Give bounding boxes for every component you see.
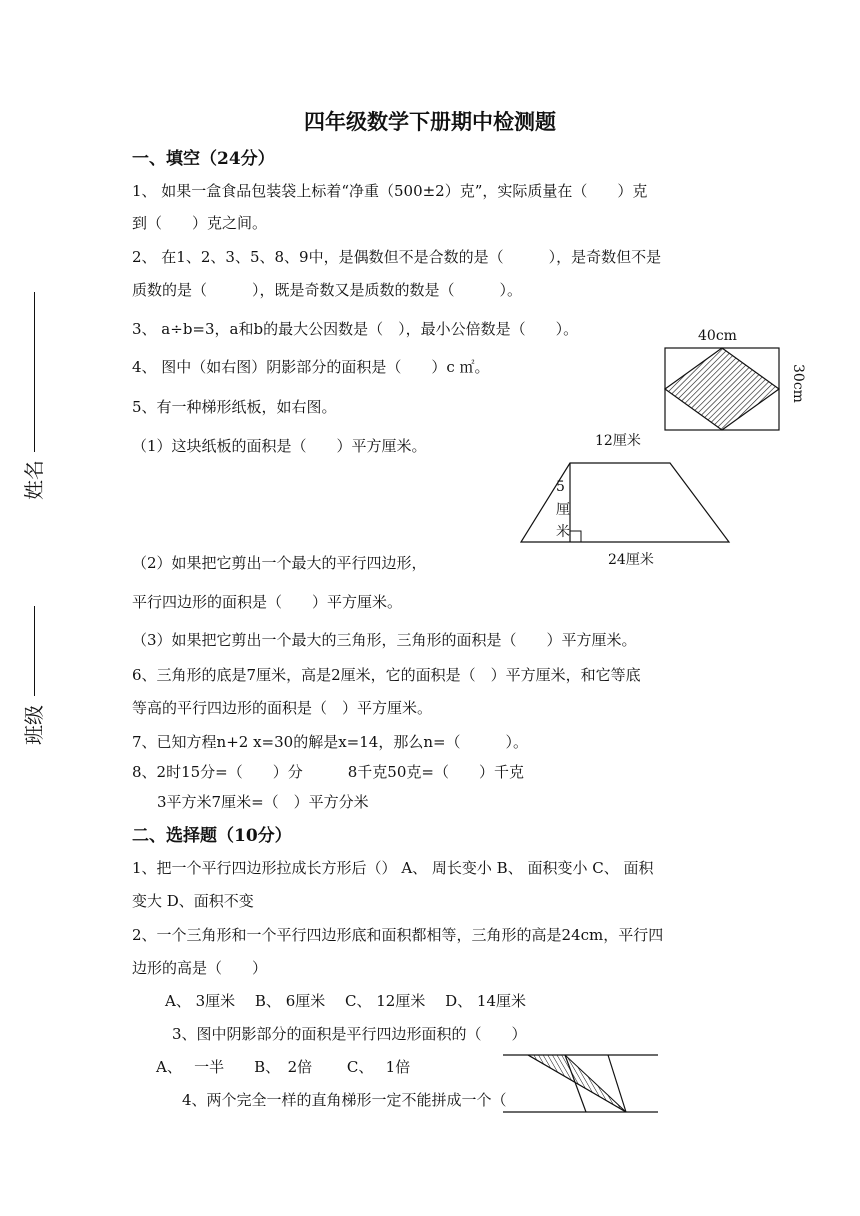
q6-line2: 等高的平行四边形的面积是（ ）平方厘米。 (132, 699, 433, 717)
page-title: 四年级数学下册期中检测题 (304, 109, 556, 134)
q1-line1: 1、 如果一盒食品包装袋上标着“净重（500±2）克”，实际质量在（ ）克 (132, 182, 648, 200)
q6-line1: 6、三角形的底是7厘米，高是2厘米，它的面积是（ ）平方厘米，和它等底 (132, 666, 641, 684)
q5-part2-line2: 平行四边形的面积是（ ）平方厘米。 (132, 593, 403, 611)
q5-part1: （1）这块纸板的面积是（ ）平方厘米。 (132, 437, 427, 455)
mc1-line1: 1、把一个平行四边形拉成长方形后（） A、 周长变小 B、 面积变小 C、 面积 (132, 859, 654, 877)
mc2-line2: 边形的高是（ ） (132, 959, 268, 977)
trapezoid-figure (515, 425, 755, 570)
q1-line2: 到（ ）克之间。 (132, 214, 268, 232)
class-underline (34, 606, 35, 696)
name-underline (34, 292, 35, 452)
height-label-char-2: 厘 (556, 502, 570, 518)
trapezoid-shape (521, 463, 729, 542)
q5-line: 5、有一种梯形纸板，如右图。 (132, 398, 337, 416)
q8-line1: 8、2时15分=（ ）分 8千克50克=（ ）千克 (132, 763, 524, 781)
height-label-char-1: 5 (556, 479, 565, 495)
parallelogram-figure (503, 1050, 673, 1120)
right-angle-mark (570, 531, 581, 542)
height-label-char-3: 米 (556, 524, 570, 540)
rectangle-rhombus-figure (662, 324, 812, 434)
section1-heading: 一、填空（24分） (132, 149, 275, 169)
mc2-line1: 2、一个三角形和一个平行四边形底和面积都相等，三角形的高是24cm，平行四 (132, 926, 664, 944)
q5-part2-line1: （2）如果把它剪出一个最大的平行四边形， (132, 554, 427, 572)
rect-height-label: 30cm (790, 364, 806, 403)
q5-part3: （3）如果把它剪出一个最大的三角形，三角形的面积是（ ）平方厘米。 (132, 631, 637, 649)
mc3-options: A、 一半 B、 2倍 C、 1倍 (156, 1058, 411, 1076)
mc4-line: 4、两个完全一样的直角梯形一定不能拼成一个（ (182, 1091, 507, 1109)
mc1-line2: 变大 D、面积不变 (132, 892, 254, 910)
class-label: 班级 (22, 705, 46, 745)
rect-width-label: 40cm (698, 328, 737, 344)
q7-line: 7、已知方程n+2 x=30的解是x=14，那么n=（ ）。 (132, 733, 529, 751)
trapezoid-top-label: 12厘米 (595, 433, 641, 449)
name-label: 姓名 (22, 460, 46, 500)
mc2-options: A、 3厘米 B、 6厘米 C、 12厘米 D、 14厘米 (165, 992, 526, 1010)
q2-line2: 质数的是（ ），既是奇数又是质数的数是（ ）。 (132, 281, 523, 299)
q8-line2: 3平方米7厘米=（ ）平方分米 (157, 793, 369, 811)
shaded-rhombus (665, 348, 779, 430)
q4-line: 4、 图中（如右图）阴影部分的面积是（ ）c ㎡。 (132, 358, 490, 376)
q2-line1: 2、 在1、2、3、5、8、9中，是偶数但不是合数的是（ ），是奇数但不是 (132, 248, 662, 266)
q3-line: 3、 a÷b=3，a和b的最大公因数是（ ），最小公倍数是（ ）。 (132, 320, 579, 338)
section2-heading: 二、选择题（10分） (132, 826, 292, 846)
mc3-line: 3、图中阴影部分的面积是平行四边形面积的（ ） (172, 1025, 527, 1043)
trapezoid-bottom-label: 24厘米 (608, 552, 654, 568)
